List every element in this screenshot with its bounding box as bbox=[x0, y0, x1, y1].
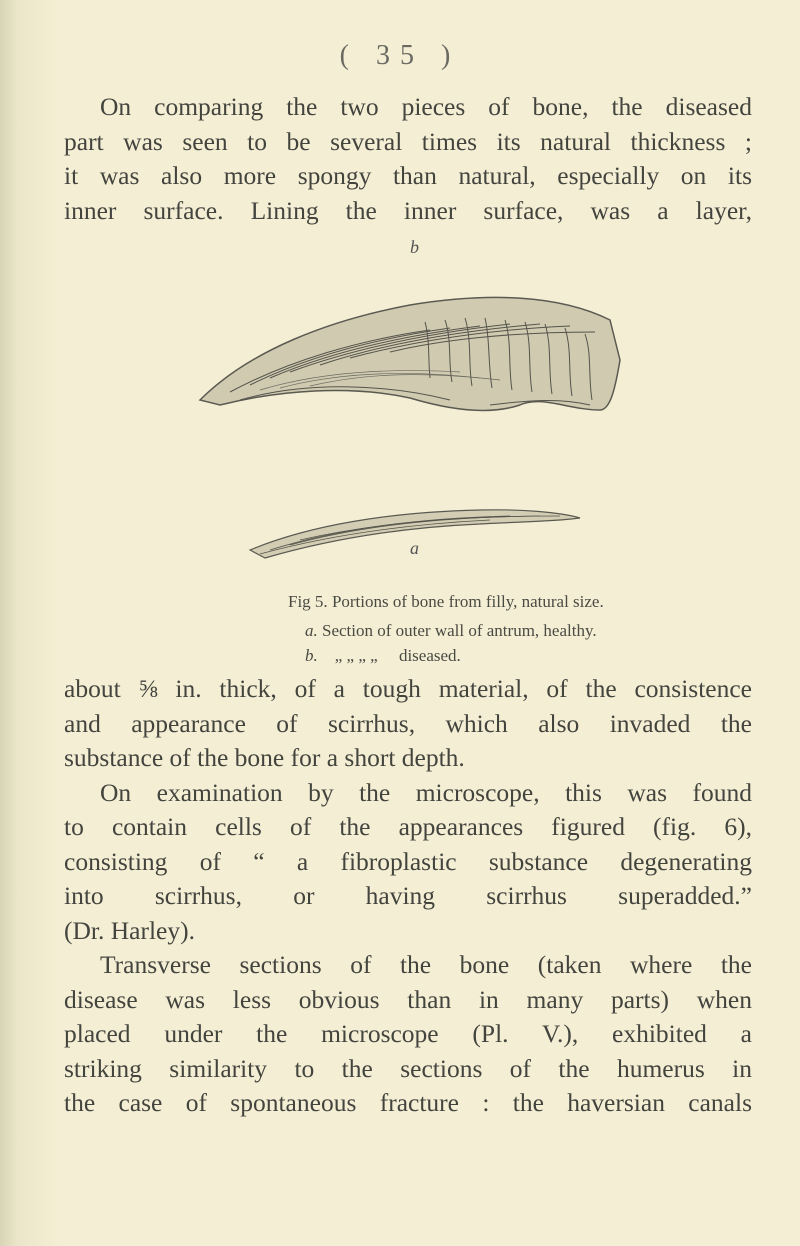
caption-a-text: Section of outer wall of antrum, healthy. bbox=[322, 621, 597, 640]
text-line: it was also more spongy than natural, especially on its bbox=[64, 161, 752, 190]
text-line: into scirrhus, or having scirrhus superadded.” bbox=[64, 881, 752, 910]
page-number: ( 35 ) bbox=[339, 40, 461, 71]
paragraph-bottom bbox=[64, 672, 752, 1121]
caption-title-row bbox=[288, 592, 604, 612]
figure-label-b: b bbox=[410, 237, 419, 257]
text-line: placed under the microscope (Pl. V.), exhibited a bbox=[64, 1019, 752, 1048]
section-b-drawing bbox=[200, 297, 620, 410]
caption-b-row bbox=[305, 646, 461, 666]
caption-fig-number: Fig 5. bbox=[288, 592, 328, 611]
text-line: substance of the bone for a short depth. bbox=[64, 743, 465, 772]
text-line: and appearance of scirrhus, which also invaded the bbox=[64, 708, 752, 738]
caption-b-letter: b. bbox=[305, 646, 318, 665]
figure-label-a: a bbox=[410, 538, 419, 558]
caption-title: Portions of bone from filly, natural size. bbox=[331, 592, 604, 611]
text-line: inner surface. Lining the inner surface, was a layer, bbox=[64, 195, 752, 225]
text-line: consisting of “ a fibroplastic substance degenerating bbox=[64, 846, 752, 876]
caption-b-text: diseased. bbox=[398, 646, 461, 665]
caption-a-row bbox=[305, 621, 597, 641]
paragraph-top bbox=[64, 90, 752, 228]
text-line: On comparing the two pieces of bone, the diseased bbox=[100, 92, 752, 121]
text-line: about ⅝ in. thick, of a tough material, of the consistence bbox=[64, 674, 752, 703]
text-line: disease was less obvious than in many parts) when bbox=[64, 984, 752, 1014]
text-line: striking similarity to the sections of the humerus in bbox=[64, 1053, 752, 1083]
text-line: the case of spontaneous fracture : the haversian canals bbox=[64, 1088, 752, 1117]
caption-b-ditto: „ „ „ „ bbox=[334, 646, 378, 665]
caption-a-letter: a. bbox=[305, 621, 318, 640]
text-line: On examination by the microscope, this was found bbox=[100, 777, 752, 807]
text-line: to contain cells of the appearances figured (fig. 6), bbox=[64, 812, 752, 841]
text-line: Transverse sections of the bone (taken where the bbox=[100, 950, 752, 979]
text-line: (Dr. Harley). bbox=[64, 915, 195, 945]
text-line: part was seen to be several times its natural thickness ; bbox=[64, 126, 752, 156]
